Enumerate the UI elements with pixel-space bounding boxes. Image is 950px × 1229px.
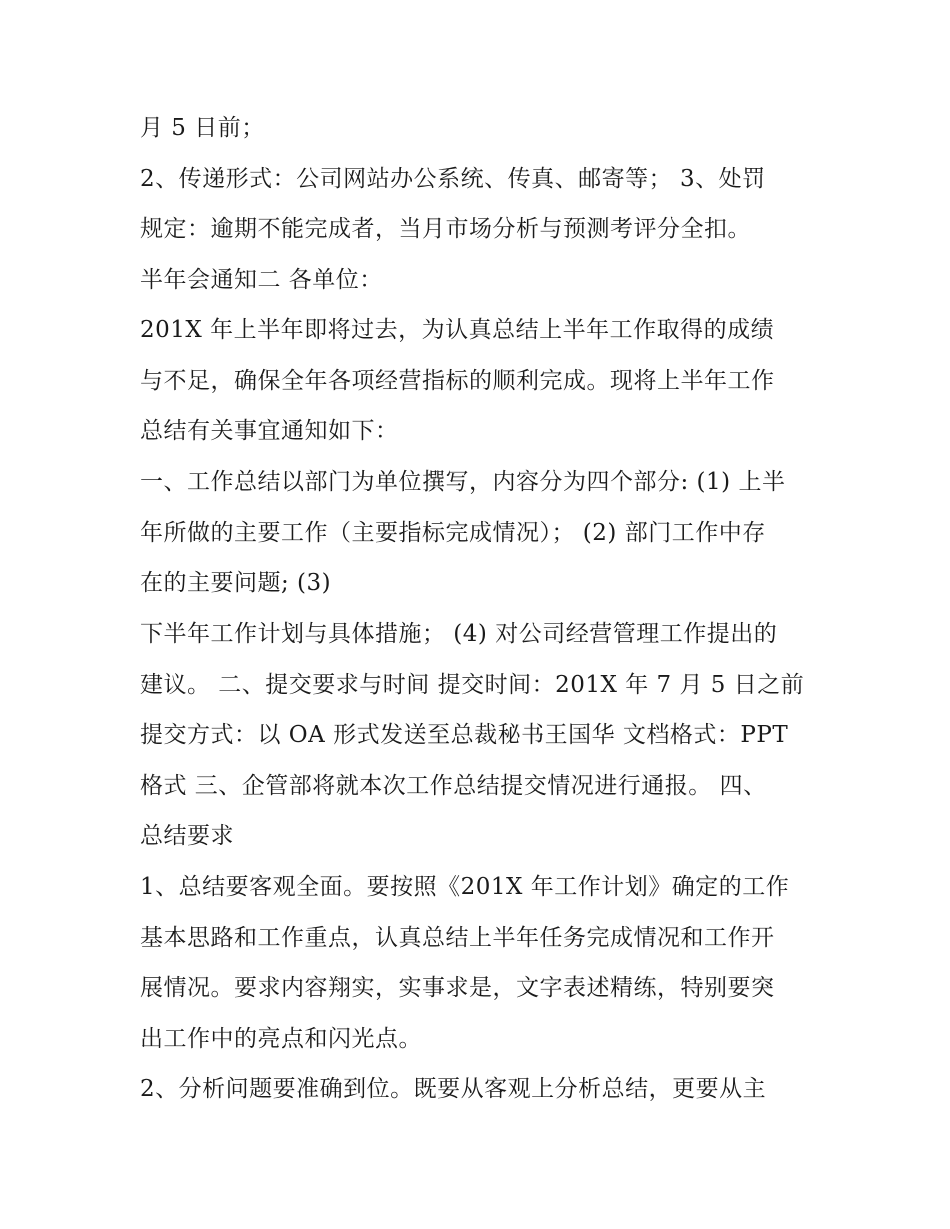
text-line: 1、总结要客观全面。要按照《201X 年工作计划》确定的工作 [140, 874, 790, 900]
text-line: 月 5 日前； [140, 115, 265, 141]
text-line: 提交方式：以 OA 形式发送至总裁秘书王国华 文档格式：PPT [140, 722, 789, 748]
text-line: 2、分析问题要准确到位。既要从客观上分析总结，更要从主 [140, 1076, 767, 1102]
text-line: 2、传递形式：公司网站办公系统、传真、邮寄等； 3、处罚 [140, 166, 766, 192]
text-line: 半年会通知二 各单位： [140, 267, 383, 293]
text-line: 总结有关事宜通知如下： [140, 418, 399, 444]
text-line: 格式 三、企管部将就本次工作总结提交情况进行通报。 四、 [140, 773, 767, 799]
text-line: 总结要求 [140, 823, 234, 849]
text-line: 出工作中的亮点和闪光点。 [140, 1026, 422, 1052]
text-line: 一、工作总结以部门为单位撰写，内容分为四个部分: (1) 上半 [140, 469, 786, 495]
text-line: 建议。 二、提交要求与时间 提交时间：201X 年 7 月 5 日之前 [140, 672, 805, 698]
text-line: 与不足，确保全年各项经营指标的顺利完成。现将上半年工作 [140, 368, 775, 394]
text-line: 展情况。要求内容翔实，实事求是，文字表述精练，特别要突 [140, 975, 775, 1001]
text-line: 规定：逾期不能完成者，当月市场分析与预测考评分全扣。 [140, 216, 751, 242]
text-line: 下半年工作计划与具体措施； (4) 对公司经营管理工作提出的 [140, 621, 778, 647]
text-line: 年所做的主要工作（主要指标完成情况）； (2) 部门工作中存 [140, 520, 766, 546]
text-line: 基本思路和工作重点，认真总结上半年任务完成情况和工作开 [140, 925, 775, 951]
text-line: 在的主要问题; (3) [140, 570, 332, 596]
text-line: 201X 年上半年即将过去，为认真总结上半年工作取得的成绩 [140, 317, 775, 343]
